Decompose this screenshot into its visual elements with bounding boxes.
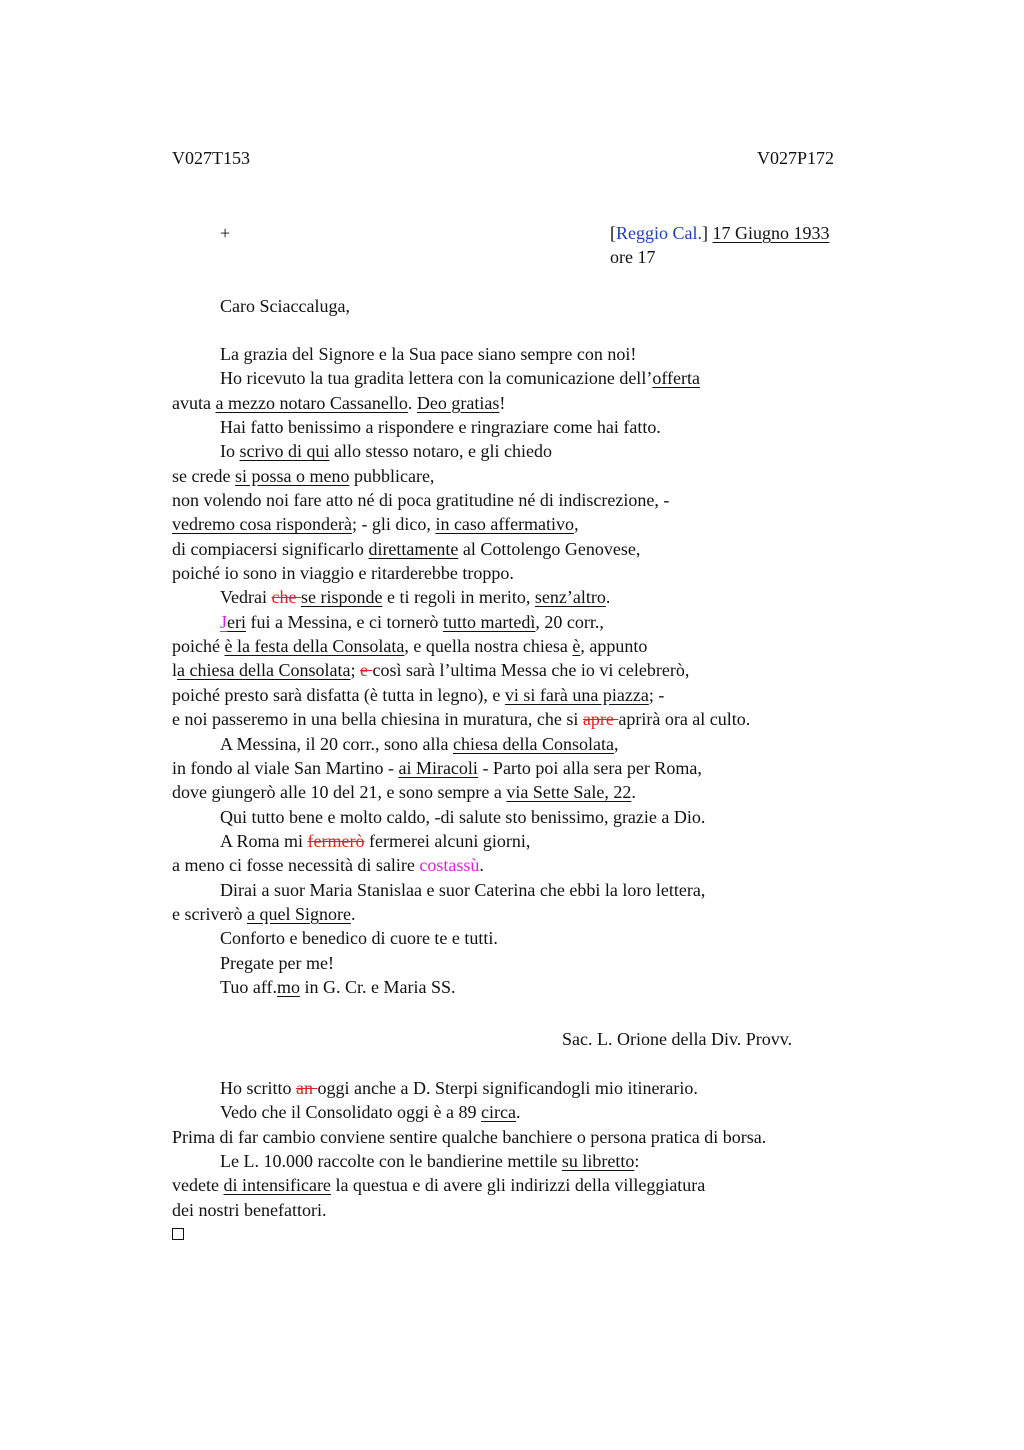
text-line: [172, 780, 872, 804]
text-segment: poiché io sono in viaggio e ritarderebbe troppo.: [172, 563, 514, 584]
text-line: [172, 512, 872, 536]
deleted-word: an: [296, 1078, 318, 1098]
text-segment: ,: [613, 733, 619, 754]
text-segment: vi si farà una piazza: [504, 684, 649, 705]
text-line: [172, 488, 872, 512]
text-line: [172, 683, 872, 707]
text-segment: Prima di far cambio conviene sentire qualche banchiere o persona pratica di borsa.: [172, 1126, 767, 1147]
inserted-letter: J: [220, 611, 228, 632]
text-segment: circa: [480, 1102, 516, 1123]
text-segment: , appunto: [580, 636, 648, 657]
text-line: [172, 878, 872, 902]
text-segment: a quel Signore: [246, 903, 351, 924]
text-segment: Conforto e benedico di cuore te e tutti.: [220, 928, 498, 949]
text-line: [172, 1076, 892, 1100]
text-segment: chiesa della Consolata: [452, 733, 614, 754]
text-segment: si possa o meno: [234, 465, 350, 486]
text-line: [172, 634, 872, 658]
text-segment: tutto martedì: [442, 611, 536, 632]
text-line: [172, 732, 872, 756]
text-segment: vedremo cosa risponderà: [172, 514, 352, 535]
text-line: [172, 829, 872, 853]
text-segment: via Sette Sale, 22: [506, 782, 632, 803]
document-code-left: V027T153: [172, 148, 250, 168]
text-segment: fui a Messina, e ci tornerò: [246, 611, 443, 632]
text-segment: avuta: [172, 392, 216, 413]
text-segment: poiché: [172, 636, 225, 657]
text-segment: A Messina, il 20 corr., sono alla: [220, 733, 453, 754]
letter-body: [172, 342, 872, 999]
text-segment: La grazia del Signore e la Sua pace siano sempre con noi!: [220, 344, 637, 364]
text-segment: allo stesso notaro, e gli chiedo: [329, 441, 552, 462]
deleted-word: e: [359, 660, 373, 681]
text-segment: ; - gli dico,: [351, 514, 436, 535]
text-segment: se crede: [172, 465, 235, 486]
deleted-word: che: [271, 587, 301, 608]
document-code-right: V027P172: [757, 148, 835, 168]
text-segment: - Parto poi alla sera per Roma,: [477, 757, 702, 778]
text-segment: Io: [220, 441, 240, 462]
text-line: [172, 585, 872, 609]
text-line: [172, 391, 872, 415]
text-line: [172, 658, 872, 682]
text-segment: ai Miracoli: [398, 757, 478, 778]
text-segment: fermerei alcuni giorni,: [364, 830, 531, 851]
text-segment: Vedo che il Consolidato oggi è a 89: [220, 1102, 481, 1123]
text-segment: a chiesa della Consolata: [177, 660, 351, 681]
text-line: [172, 1100, 892, 1124]
text-segment: in G. Cr. e Maria SS.: [300, 976, 456, 997]
text-segment: eri: [227, 611, 246, 632]
text-segment: !: [499, 392, 506, 413]
text-segment: A Roma mi: [220, 830, 308, 851]
text-segment: non volendo noi fare atto né di poca gratitudine né di indiscrezione, -: [172, 490, 670, 511]
text-segment: Ho scritto: [220, 1078, 296, 1098]
postscript: [172, 1076, 892, 1246]
text-line: [172, 951, 872, 975]
text-line: [172, 975, 872, 999]
bracket-close: ]: [702, 223, 708, 243]
text-segment: poiché presto sarà disfatta (è tutta in legno), e: [172, 684, 505, 705]
text-segment: in fondo al viale San Martino -: [172, 757, 399, 778]
text-line: [172, 902, 872, 926]
text-segment: di intensificare: [223, 1175, 331, 1196]
text-segment: Hai fatto benissimo a rispondere e ringraziare come hai fatto.: [220, 417, 661, 438]
bracket-open: [: [610, 223, 616, 243]
text-line: [172, 342, 872, 366]
date-line: [610, 221, 830, 245]
text-segment: ;: [350, 660, 360, 681]
text-segment: Dirai a suor Maria Stanislaa e suor Caterina che ebbi la loro lettera,: [220, 879, 706, 900]
text-segment: Ho ricevuto la tua gradita lettera con la comunicazione dell’: [220, 368, 653, 389]
text-segment: aprirà ora al culto.: [618, 709, 751, 730]
letter-time: ore 17: [610, 247, 656, 267]
text-segment: Le L. 10.000 raccolte con le bandierine mettile: [220, 1151, 562, 1172]
end-of-document-square-icon: [172, 1228, 184, 1240]
signature: Sac. L. Orione della Div. Provv.: [562, 1029, 793, 1049]
text-segment: la questua e di avere gli indirizzi della villeggiatura: [330, 1175, 706, 1196]
text-segment: .: [605, 587, 611, 608]
text-segment: e noi passeremo in una bella chiesina in muratura, che si: [172, 709, 583, 730]
text-segment: pubblicare,: [349, 465, 435, 486]
text-segment: .: [515, 1102, 521, 1123]
text-segment: .: [350, 903, 356, 924]
text-line: [172, 1198, 892, 1222]
text-segment: vedete: [172, 1175, 224, 1196]
text-segment: dei nostri benefattori.: [172, 1199, 327, 1220]
place-name: Reggio Cal.: [616, 223, 702, 243]
text-segment: mo: [277, 976, 301, 997]
text-segment: al Cottolengo Genovese,: [458, 538, 641, 559]
text-segment: .: [631, 782, 636, 803]
text-segment: è: [572, 636, 581, 657]
text-line: [172, 439, 872, 463]
text-segment: Qui tutto bene e molto caldo, -di salute sto benissimo, grazie a Dio.: [220, 806, 706, 827]
text-segment: in caso affermativo: [435, 514, 575, 535]
text-line: [172, 366, 872, 390]
text-line: [172, 853, 872, 877]
deleted-word: fermerò: [307, 830, 365, 851]
text-segment: Pregate per me!: [220, 952, 334, 973]
text-line: [172, 926, 872, 950]
text-line: [172, 537, 872, 561]
text-segment: direttamente: [368, 538, 459, 559]
text-segment: dove giungerò alle 10 del 21, e sono sempre a: [172, 782, 507, 803]
text-segment: Tuo aff.: [220, 976, 278, 997]
text-segment: .: [479, 855, 484, 876]
text-segment: .: [407, 392, 417, 413]
text-segment: ; -: [648, 684, 665, 705]
text-segment: e scriverò: [172, 903, 247, 924]
text-segment: , e quella nostra chiesa: [404, 636, 573, 657]
salutation: Caro Sciaccaluga,: [220, 296, 350, 316]
text-segment: se risponde: [300, 587, 383, 608]
text-segment: l: [172, 660, 178, 681]
text-segment: offerta: [652, 368, 700, 389]
text-segment: :: [634, 1151, 640, 1172]
text-segment: di compiacersi significarlo: [172, 538, 369, 559]
text-segment: a mezzo notaro Cassanello: [215, 392, 408, 413]
text-line: [172, 707, 872, 731]
text-line: [172, 1222, 892, 1246]
letter-date: 17 Giugno 1933: [712, 223, 830, 243]
text-segment: Deo gratias: [416, 392, 500, 413]
text-line: [172, 805, 872, 829]
cross-mark: +: [220, 223, 231, 243]
text-segment: a meno ci fosse necessità di salire: [172, 855, 420, 876]
text-line: [172, 756, 872, 780]
text-segment: su libretto: [561, 1151, 635, 1172]
text-segment: , 20 corr.,: [535, 611, 604, 632]
inserted-word: costassù: [419, 855, 480, 876]
text-segment: oggi anche a D. Sterpi significandogli mio itinerario.: [317, 1078, 698, 1098]
text-line: [172, 464, 872, 488]
text-line: [172, 1125, 892, 1149]
text-line: [172, 1173, 892, 1197]
text-segment: ,: [574, 514, 579, 535]
deleted-word: apre: [582, 709, 619, 730]
text-line: [172, 561, 872, 585]
text-segment: è la festa della Consolata: [224, 636, 405, 657]
text-segment: così sarà l’ultima Messa che io vi celebrerò,: [372, 660, 690, 681]
text-segment: Vedrai: [220, 587, 272, 608]
text-line: [172, 415, 872, 439]
text-segment: scrivo di qui: [239, 441, 330, 462]
text-segment: e ti regoli in merito,: [382, 587, 535, 608]
text-line: [172, 1149, 892, 1173]
text-line: [172, 610, 872, 634]
text-segment: senz’altro: [534, 587, 606, 608]
